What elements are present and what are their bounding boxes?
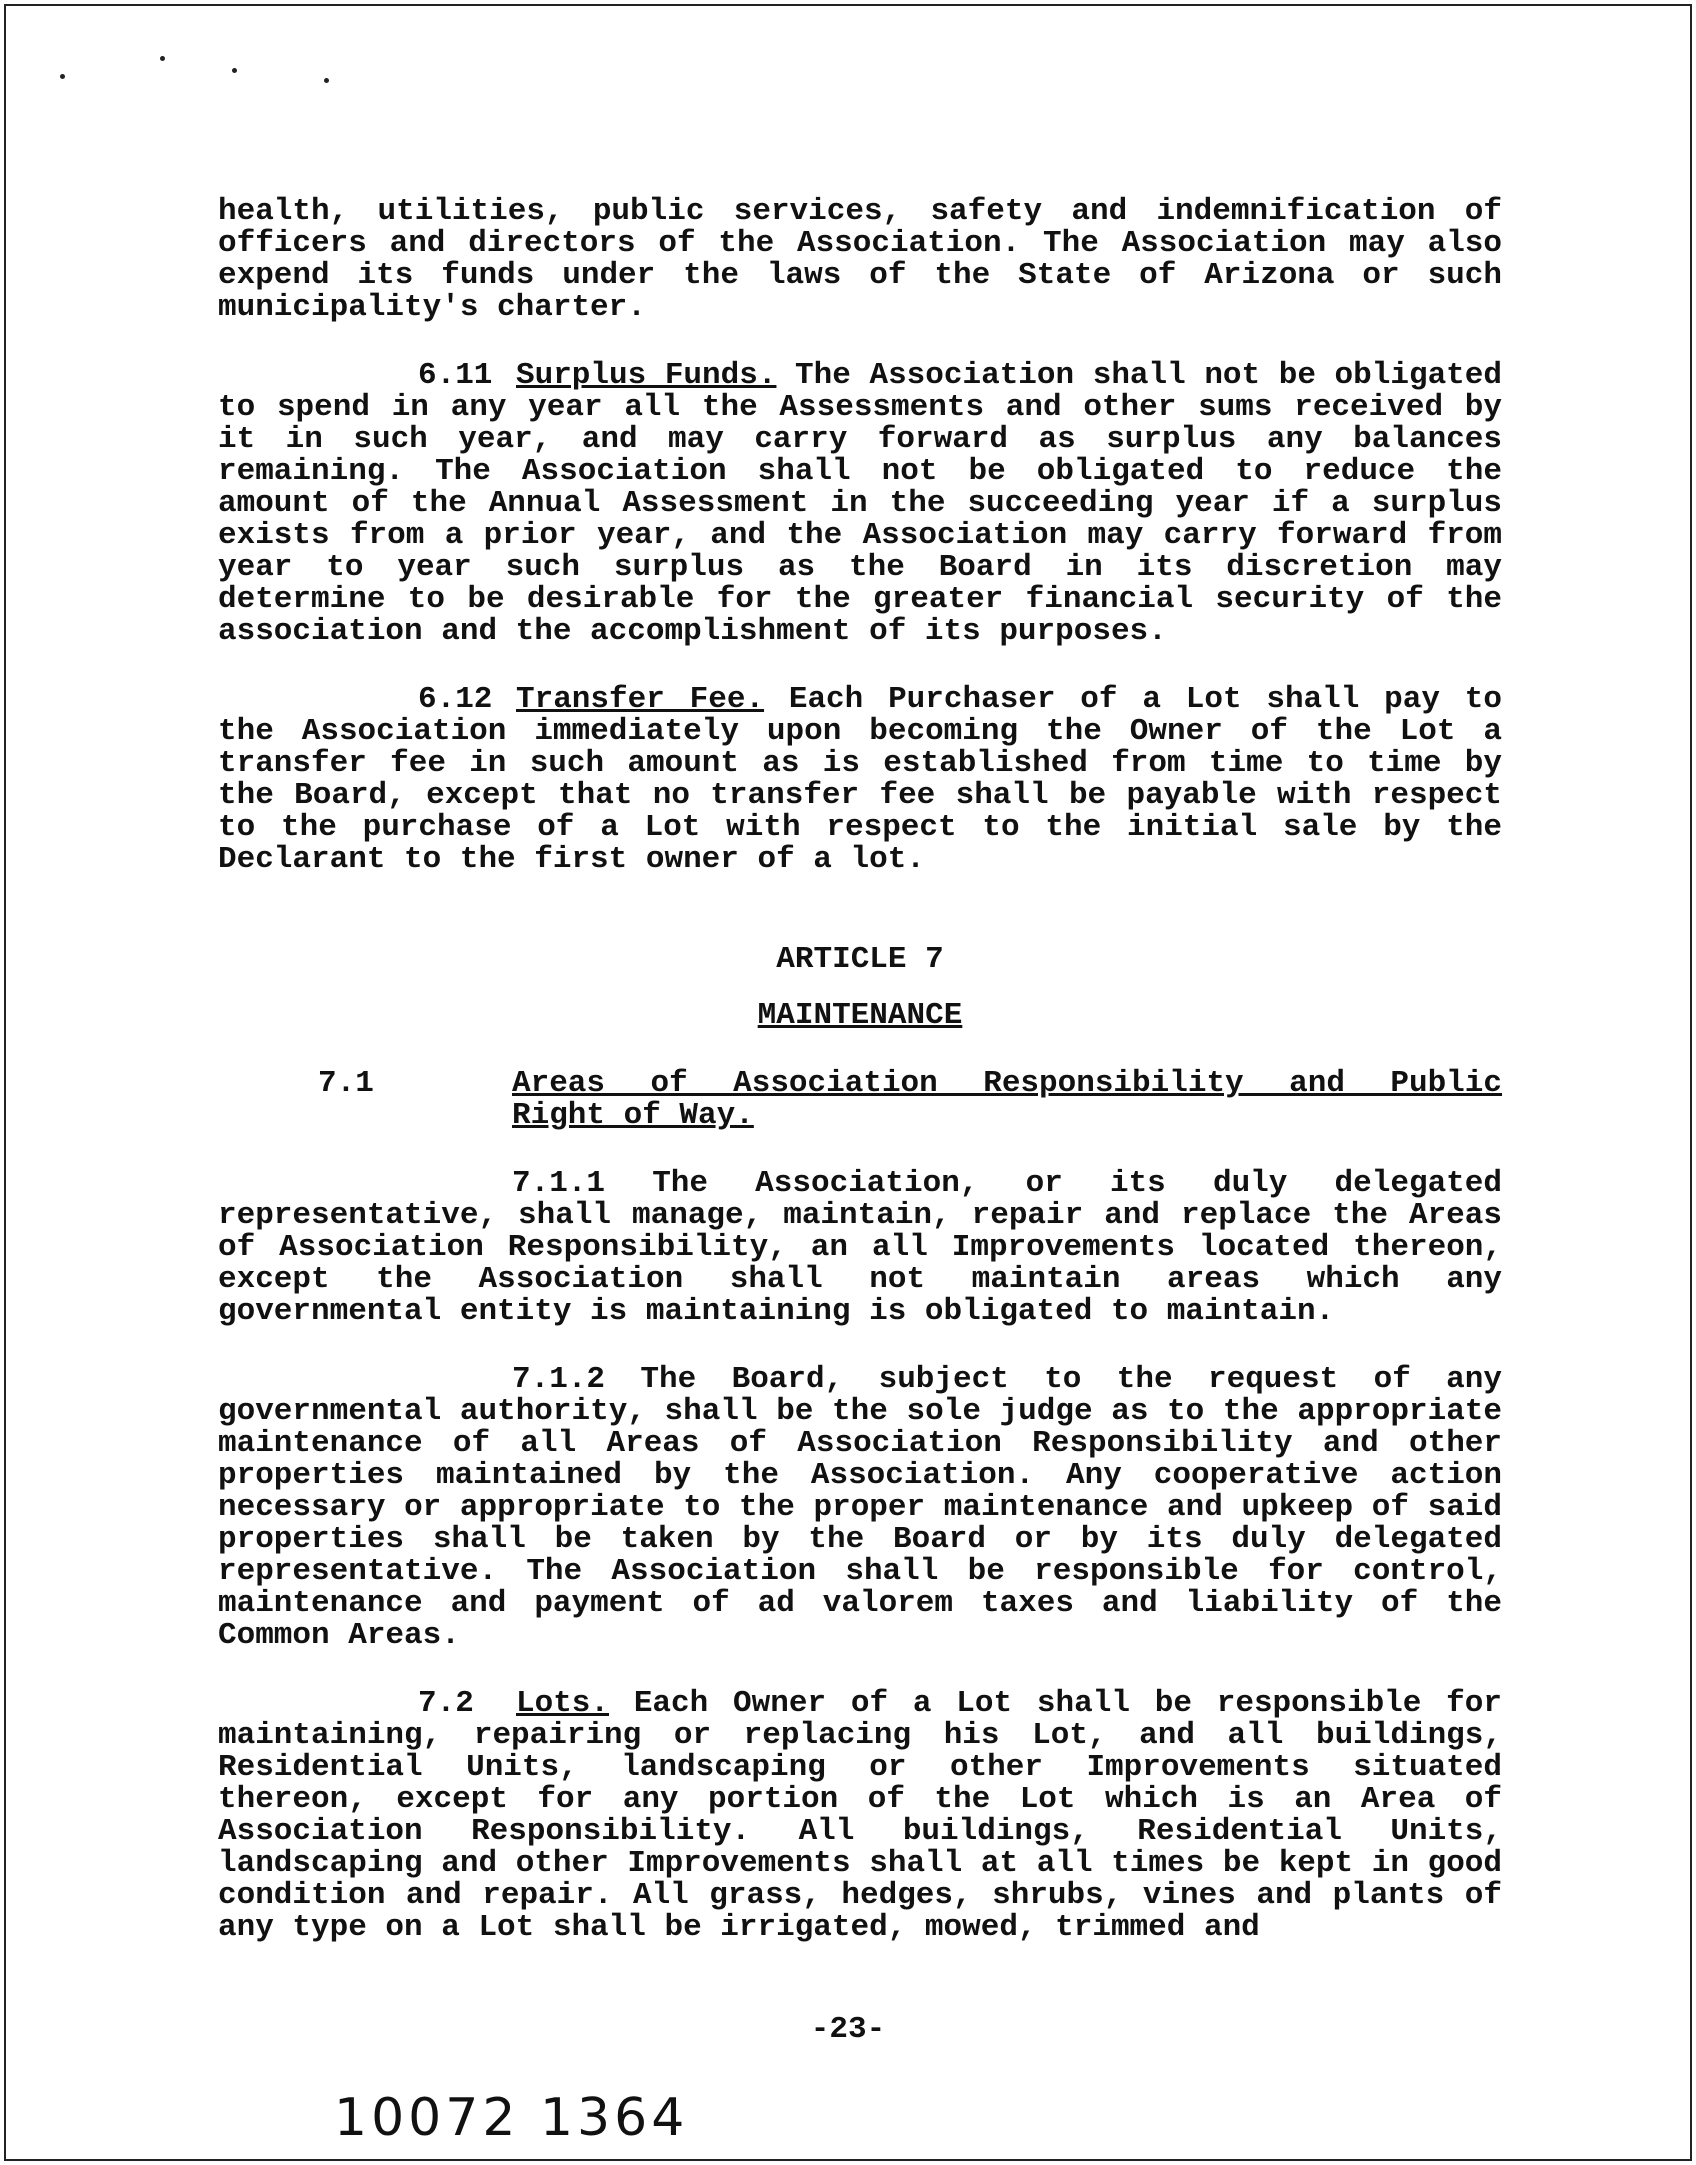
section-number: 6.11 (418, 358, 493, 393)
page-number: -23- (810, 2012, 886, 2047)
section-text: The Board, subject to the request of any governmental authority, shall be the sole judge as to the appropriate maintenance of all Areas of Association Responsibility and other properties maintained by the Association. Any cooperative action necessary or appropriate to the proper maintenance and upkeep of said properties shall be taken by the Board or by its duly delegated representative. The Association shall be responsible for control, maintenance and payment of ad valorem taxes and liability of the Common Areas. (218, 1362, 1502, 1653)
section-number: 7.1.2 (512, 1362, 606, 1397)
handwritten-document-number: 10072 1364 (334, 2088, 689, 2148)
section-number: 7.2 (418, 1686, 474, 1721)
section-text: Each Purchaser of a Lot shall pay to the Association immediately upon becoming the Owner of the Lot a transfer fee in such amount as is established from time to time by the Board, except that no transfer fee shall be payable with respect to the purchase of a Lot with respect to the initial sale by the Declarant to the first owner of a lot. (218, 682, 1502, 877)
article-label: ARTICLE 7 (776, 942, 944, 977)
section-title (512, 1068, 1502, 1132)
section-text: The Association, or its duly delegated representative, shall manage, maintain, repair and replace the Areas of Association Responsibility, an all Improvements located thereon, except the Association shall not maintain areas which any governmental entity is maintaining is obligated to maintain. (218, 1166, 1502, 1329)
section-number: 7.1.1 (512, 1166, 606, 1201)
article-title: MAINTENANCE (757, 998, 963, 1033)
section-7-1-heading (218, 1068, 1502, 1132)
section-7-2 (218, 1688, 1502, 1944)
section-title-line-1: Areas of Association Responsibility and Public (512, 1066, 1502, 1101)
section-7-1-1 (218, 1168, 1502, 1328)
section-title: Transfer Fee. (516, 682, 765, 717)
section-title: Surplus Funds. (516, 358, 777, 393)
section-title: Lots. (516, 1686, 610, 1721)
section-number: 7.1 (318, 1066, 374, 1101)
document-body (218, 196, 1502, 1980)
section-title-line-2: Right of Way. (512, 1098, 754, 1133)
section-7-1-2 (218, 1364, 1502, 1652)
section-number: 6.12 (418, 682, 493, 717)
paragraph-intro: health, utilities, public services, safety and indemnification of officers and directors of the Association. The Association may also expend its funds under the laws of the State of Arizona or such municipality's charter. (218, 194, 1502, 325)
section-text: Each Owner of a Lot shall be responsible for maintaining, repairing or replacing his Lot, and all buildings, Residential Units, landscaping or other Improvements situated thereon, except for any portion of the Lot which is an Area of Association Responsibility. All buildings, Residential Units, landscaping and other Improvements shall at all times be kept in good condition and repair. All grass, hedges, shrubs, vines and plants of any type on a Lot shall be irrigated, mowed, trimmed and (218, 1686, 1502, 1945)
section-6-11 (218, 360, 1502, 648)
section-text: The Association shall not be obligated to spend in any year all the Assessments and other sums received by it in such year, and may carry forward as surplus any balances remaining. The Association shall not be obligated to reduce the amount of the Annual Assessment in the succeeding year if a surplus exists from a prior year, and the Association may carry forward from year to year such surplus as the Board in its discretion may determine to be desirable for the greater financial security of the association and the accomplishment of its purposes. (218, 358, 1502, 649)
section-6-12 (218, 684, 1502, 876)
